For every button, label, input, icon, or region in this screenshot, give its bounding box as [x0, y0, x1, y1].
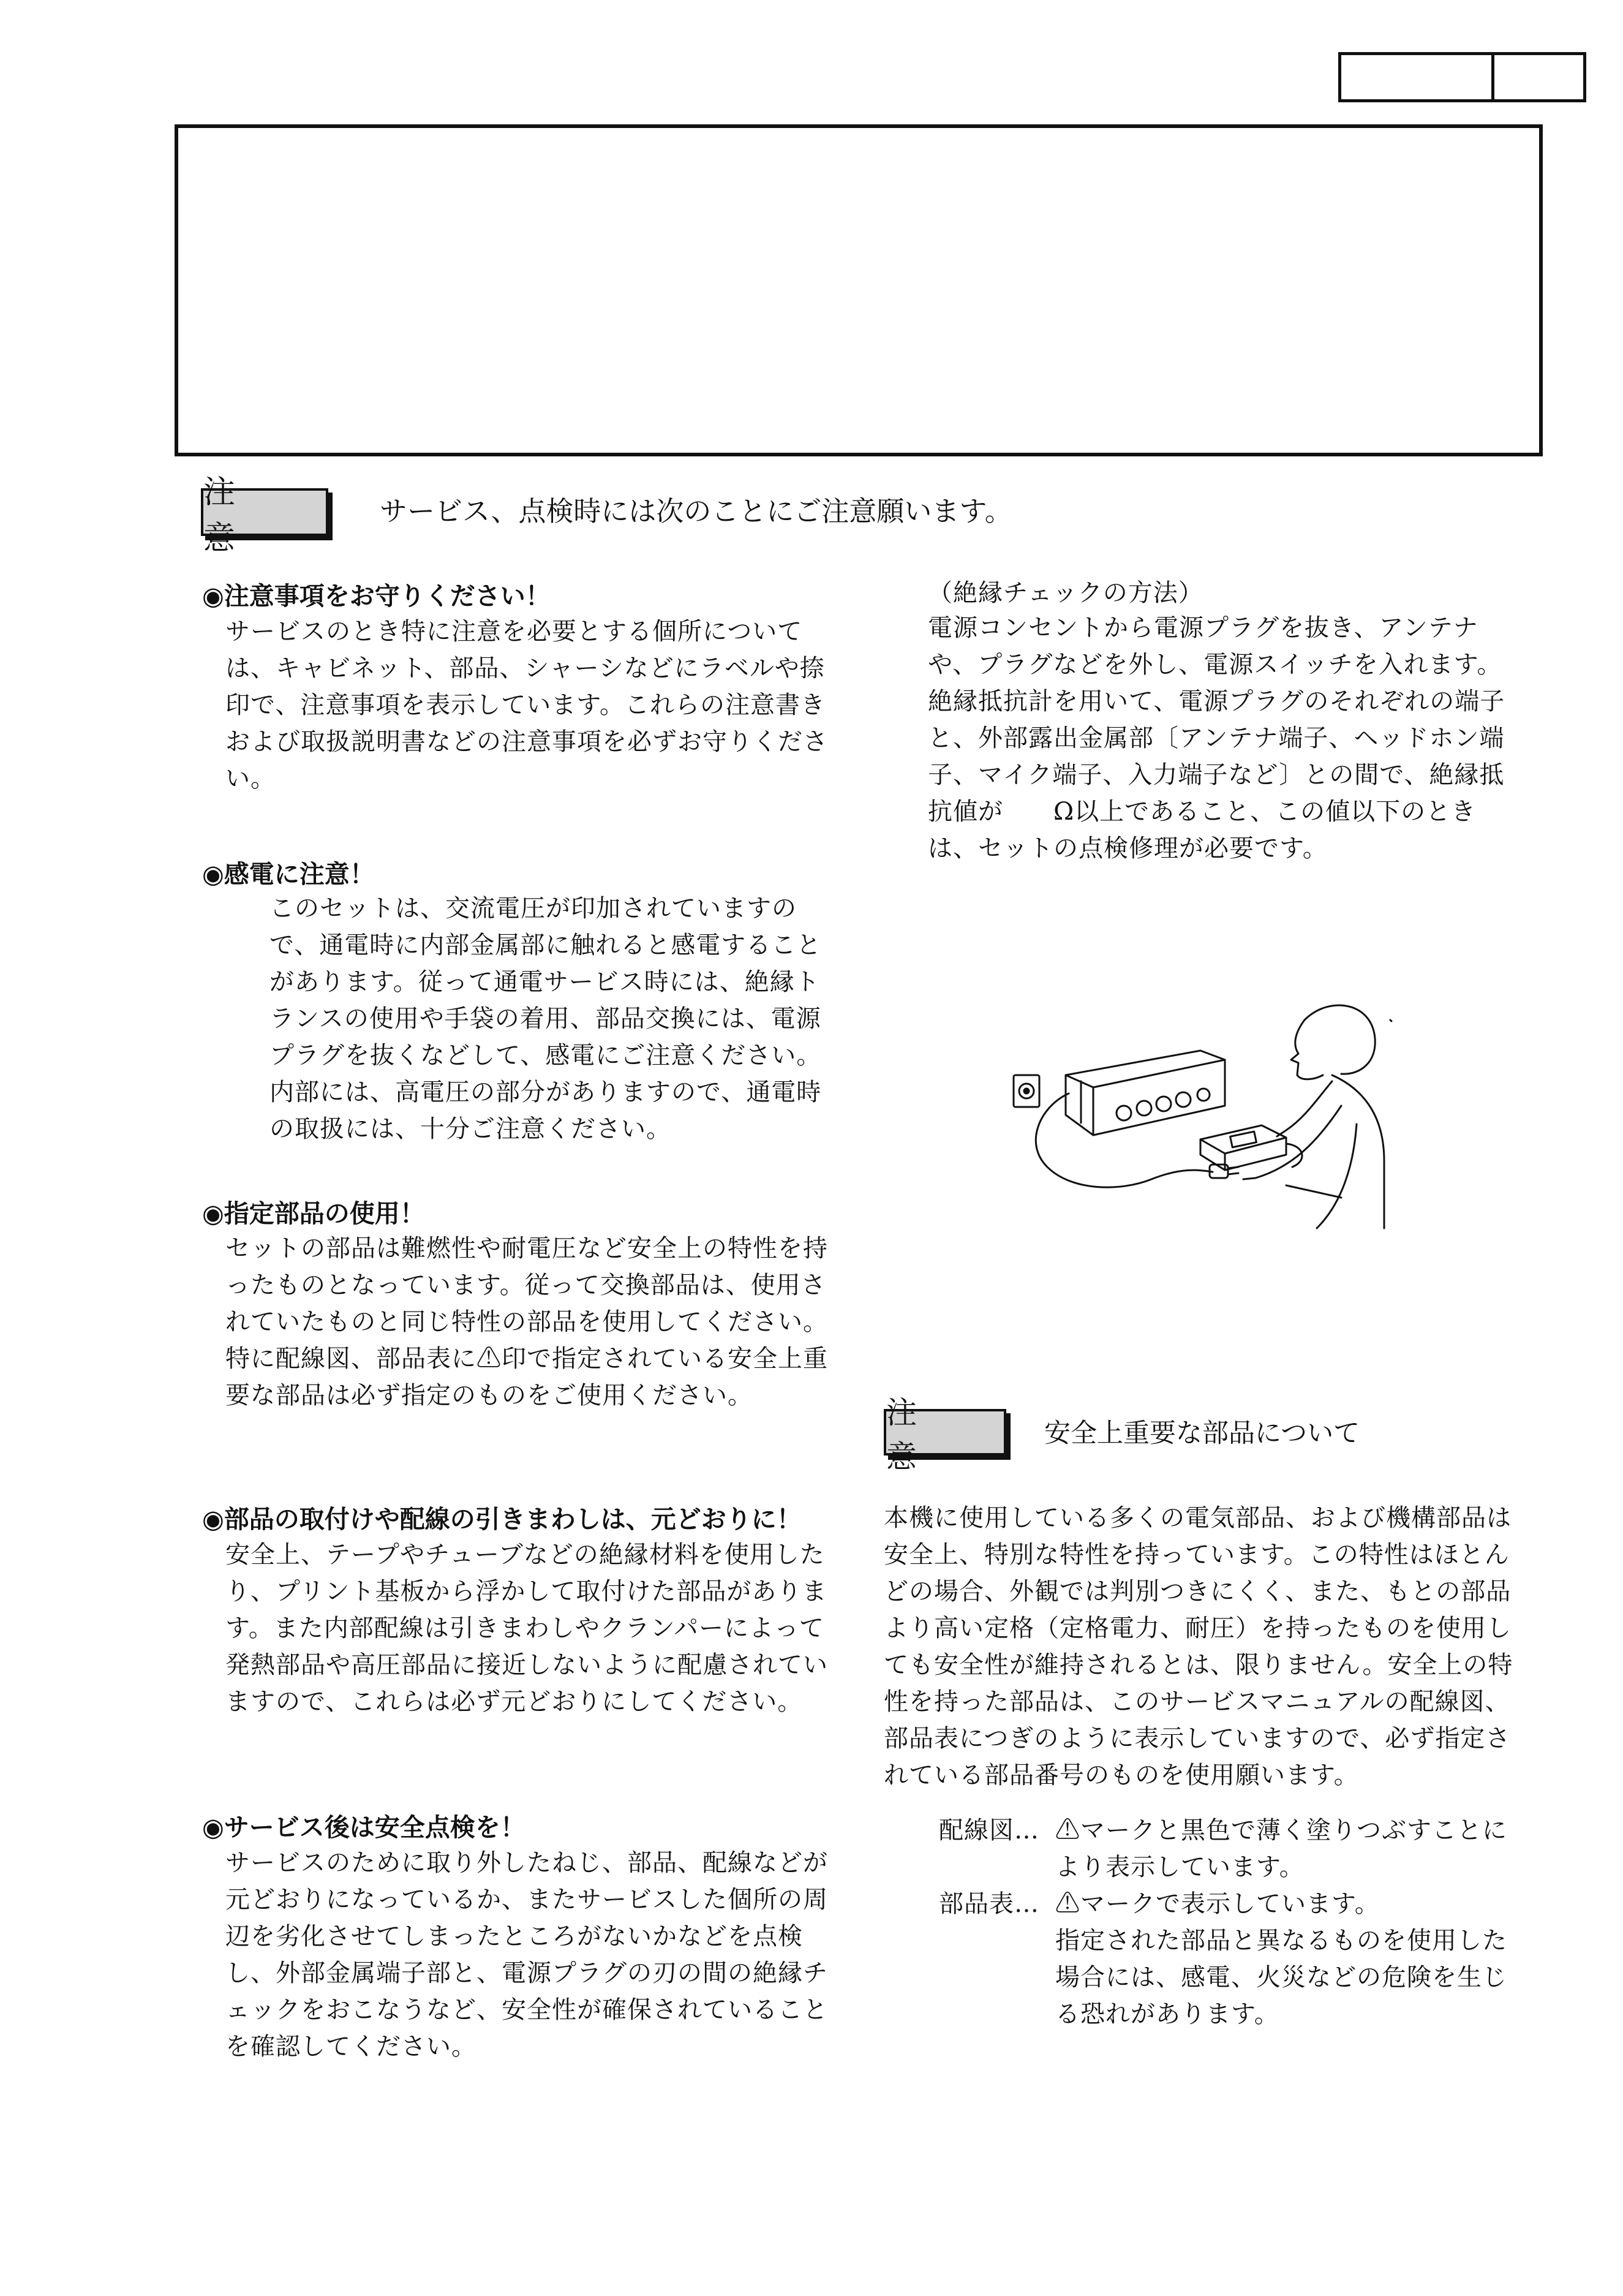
wall-outlet: [1014, 1075, 1039, 1107]
list-item-wiring-diagram: [939, 1812, 1515, 1886]
section-body-safety-check: [225, 1845, 838, 2065]
insulation-check-title: （絶縁チェックの方法）: [928, 579, 1203, 607]
section-body-observe-text: サービスのとき特に注意を必要とする個所については、キャビネット、部品、シャーシなどにラベルや捺印で、注意事項を表示しています。これらの注意書きおよび取扱説明書などの注意事項を必ずお守りください。: [225, 617, 828, 793]
list-item-parts-list: [939, 1886, 1515, 1922]
section-title-observe: ◉注意事項をお守りください！: [202, 581, 551, 611]
section-title-safety-check: ◉サービス後は安全点検を！: [202, 1813, 525, 1842]
power-cord: [1036, 1093, 1213, 1187]
insulation-check-body: [928, 610, 1565, 867]
section-title-shock: ◉感電に注意！: [202, 859, 375, 889]
section-body-shock-text: このセットは、交流電圧が印加されていますので、通電時に内部金属部に触れると感電することがあります。従って通電サービス時には、絶縁トランスの使用や手袋の着用、部品交換には、電源プラグを抜くなどして、感電にご注意ください。: [269, 894, 822, 1070]
section-body-safety-check-text: サービスのために取り外したねじ、部品、配線などが元どおりになっているか、またサービスした個所の周辺を劣化させてしまったところがないかなどを点検し、外部金属端子部と、電源プラグの刃の間の絶縁チェックをおこなうなど、安全性が確保されていることを確認してください。: [225, 1849, 828, 2061]
caution-label-text: 注 意: [203, 474, 312, 557]
caution-label-bottom: [884, 1395, 1006, 1475]
section-body-shock: [269, 890, 838, 1147]
list-item-label: 配線図…: [939, 1816, 1039, 1845]
technician-figure: [1243, 1005, 1391, 1228]
list-item-note: [939, 1922, 1515, 2033]
caution-label-bottom-text: 注 意: [886, 1395, 992, 1475]
insulation-check-body-text: 電源コンセントから電源プラグを抜き、アンテナや、プラグなどを外し、電源スイッチを入れます。 絶縁抵抗計を用いて、電源プラグのそれぞれの端子と、外部露出金属部〔アンテナ端子、ヘッドホン端子、マイク端子、入力端子など〕との間で、絶縁抵抗値が Ω以上であること、この値以下のときは、セットの点検修理が必要です。: [928, 614, 1565, 863]
insulation-test-illustration: [998, 983, 1396, 1247]
caution-label-top: [201, 474, 328, 557]
caution-top-text: サービス、点検時には次のことにご注意願います。: [380, 495, 1012, 527]
important-parts-body-text: 本機に使用している多くの電気部品、および機構部品は安全上、特別な特性を持っています。この特性はほとんどの場合、外観では判別つきにくく、また、もとの部品より高い定格（定格電力、耐圧）を持ったものを使用しても安全性が維持されるとは、限りません。安全上の特性を持った部品は、このサービスマニュアルの配線図、部品表につぎのように表示していますので、必ず指定されている部品番号のものを使用願います。: [884, 1504, 1513, 1789]
important-parts-body: [884, 1500, 1515, 1794]
section-body-wiring: [225, 1536, 838, 1720]
list-item-value: ⚠マークで表示しています。: [1055, 1890, 1380, 1918]
caution-bottom-text: 安全上重要な部品について: [1044, 1418, 1360, 1449]
important-parts-list: [939, 1812, 1515, 2033]
audio-set: [1066, 1051, 1225, 1135]
list-item-label: 部品表…: [939, 1890, 1039, 1918]
title-frame: [175, 124, 1543, 456]
header-box-divider: [1491, 55, 1494, 99]
section-body-parts-text: セットの部品は難燃性や耐電圧など安全上の特性を持ったものとなっています。従って交換部品は、使用されていたものと同じ特性の部品を使用してください。特に配線図、部品表に⚠印で指定されている安全上重要な部品は必ず指定のものをご使用ください。: [225, 1234, 828, 1410]
important-parts-note: 指定された部品と異なるものを使用した場合には、感電、火災などの危険を生じる恐れがあります。: [1055, 1927, 1507, 2028]
section-body-observe: [225, 613, 838, 797]
list-item-spacer: [939, 1922, 1055, 2033]
section-title-wiring: ◉部品の取付けや配線の引きまわしは、元どおりに！: [202, 1505, 802, 1534]
section-body-parts: [225, 1230, 838, 1414]
section-body-wiring-text: 安全上、テープやチューブなどの絶縁材料を使用したり、プリント基板から浮かして取付けた部品があります。また内部配線は引きまわしやクランパーによって発熱部品や高圧部品に接近しないように配慮されていますので、これらは必ず元どおりにしてください。: [225, 1541, 828, 1716]
list-item-value: ⚠マークと黒色で薄く塗りつぶすことにより表示しています。: [1055, 1816, 1507, 1881]
section-title-parts: ◉指定部品の使用！: [202, 1199, 425, 1228]
section-body-shock-text-2: 内部には、高電圧の部分がありますので、通電時の取扱には、十分ご注意ください。: [269, 1078, 822, 1143]
header-box: [1338, 52, 1586, 102]
